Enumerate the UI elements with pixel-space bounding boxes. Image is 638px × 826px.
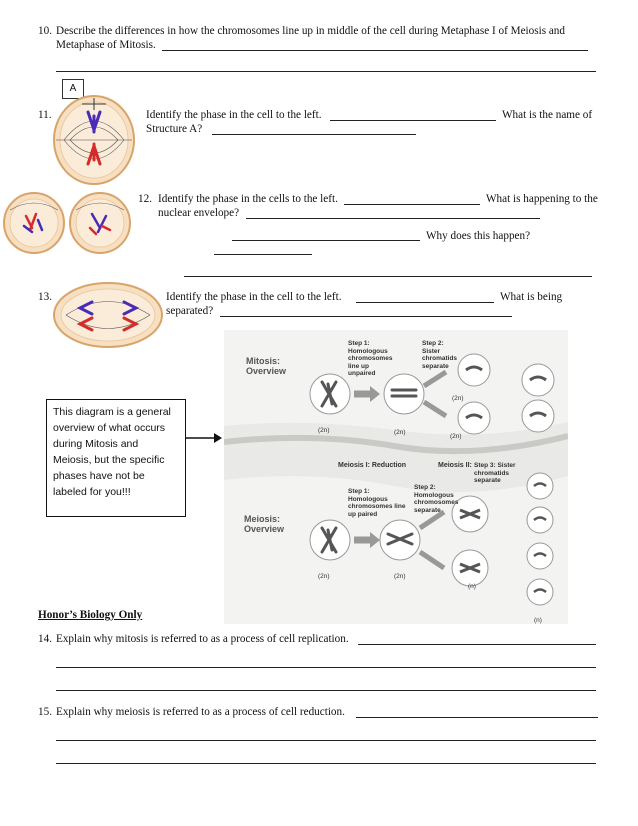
figure-label: chromosomes [414,499,459,506]
figure-label: chromatids [422,355,458,362]
q12-cells-diagram [2,190,132,256]
q11-number: 11. [38,109,52,121]
meiosis-i-label: Meiosis I: Reduction [338,462,407,469]
structure-a-label: A [62,79,84,99]
q15-answer-line[interactable] [356,717,598,718]
meiosis-step2-label [414,484,458,514]
figure-label: Step 2: [422,340,444,347]
figure-label: Homologous [414,491,454,499]
figure-label: Meiosis: [244,514,281,524]
q10-answer-line[interactable] [162,50,588,51]
ploidy-label: (2n) [394,573,406,580]
q13-cell-diagram [52,280,164,350]
meiosis-overview-title [244,514,284,534]
q12-answer-line[interactable] [246,218,540,219]
q15-answer-line[interactable] [56,740,596,741]
meiosis-step3-label [474,462,516,485]
callout-line: This diagram is a general [53,406,171,418]
q12-answer-line[interactable] [184,276,592,277]
figure-label: up paired [348,510,378,518]
q10-prompt-line2: Metaphase of Mitosis. [56,39,156,51]
q12-answer-line[interactable] [214,254,312,255]
q12-why-prompt: Why does this happen? [426,230,531,242]
figure-label: chromosomes line [348,503,406,510]
q12-prompt-line2: nuclear envelope? [158,207,240,219]
meiosis-step1-label [348,488,405,518]
figure-label: Sister [422,347,441,355]
figure-label: Step 1: [348,340,370,347]
figure-label: chromatids [474,469,510,477]
q11-answer-line[interactable] [330,120,496,121]
q11-prompt-line1: Identify the phase in the cell to the left. [146,109,322,121]
callout-line: during Mitosis and [53,438,139,450]
ploidy-label: (2n) [394,429,406,436]
q11-prompt-line2: Structure A? [146,123,203,135]
mitosis-step1-label [348,340,392,378]
ploidy-label: (2n) [318,427,330,434]
q13-prompt-line2: separated? [166,305,214,317]
honors-heading: Honor’s Biology Only [38,609,143,621]
q12-number: 12. [138,193,152,205]
ploidy-label: (n) [468,583,476,590]
q13-number: 13. [38,291,52,303]
ploidy-label: (2n) [450,433,462,440]
figure-label: Step 3: Sister [474,462,516,469]
q10-answer-line[interactable] [56,71,596,72]
figure-label: line up [348,362,369,370]
q11-cell-diagram [50,94,138,186]
q13-prompt-tail: What is being [500,291,563,303]
q12-answer-line[interactable] [344,204,480,205]
figure-label: separate [422,362,449,370]
q10-number: 10. [38,25,52,37]
ploidy-label: (2n) [318,573,330,580]
figure-label: Step 1: [348,488,370,495]
q11-prompt-tail: What is the name of [502,109,593,121]
callout-line: overview of what occurs [53,422,166,434]
figure-label: separate [474,477,501,484]
ploidy-label: (n) [534,617,542,624]
q12-answer-line[interactable] [232,240,420,241]
figure-label: Overview [246,366,287,376]
meiosis-ii-label: Meiosis II: [438,462,472,469]
q13-answer-line[interactable] [356,302,494,303]
q11-answer-line[interactable] [212,134,416,135]
mitosis-step2-label [422,340,457,370]
figure-label: Mitosis: [246,356,281,366]
figure-label: Homologous [348,495,388,503]
q14-number: 14. [38,633,52,645]
q14-prompt: Explain why mitosis is referred to as a process of cell replication. [56,633,349,645]
q12-prompt-line1: Identify the phase in the cells to the left. [158,193,338,205]
figure-label: Overview [244,524,285,534]
callout-arrow-icon [186,432,222,444]
callout-line: Meiosis, but the specific [53,454,165,466]
q13-prompt-line1: Identify the phase in the cell to the left. [166,291,342,303]
q15-prompt: Explain why meiosis is referred to as a process of cell reduction. [56,706,345,718]
figure-label: unpaired [348,370,376,377]
overview-callout [46,399,186,517]
q15-number: 15. [38,706,52,718]
ploidy-label: (2n) [452,395,464,402]
figure-label: Homologous [348,347,388,355]
q12-prompt-tail: What is happening to the [486,193,598,205]
figure-label: Step 2: [414,484,436,491]
q13-answer-line[interactable] [220,316,512,317]
figure-label: chromosomes [348,355,393,362]
callout-line: phases have not be [53,470,145,482]
callout-line: labeled for you!!! [53,486,131,498]
mitosis-overview-title [246,356,286,376]
q14-answer-line[interactable] [56,690,596,691]
q10-prompt-line1: Describe the differences in how the chromosomes line up in middle of the cell during Metaphase I of Meiosis and [56,25,565,37]
q14-answer-line[interactable] [56,667,596,668]
mitosis-meiosis-figure [224,330,568,624]
q14-answer-line[interactable] [358,644,596,645]
q15-answer-line[interactable] [56,763,596,764]
figure-label: separate [414,506,441,514]
